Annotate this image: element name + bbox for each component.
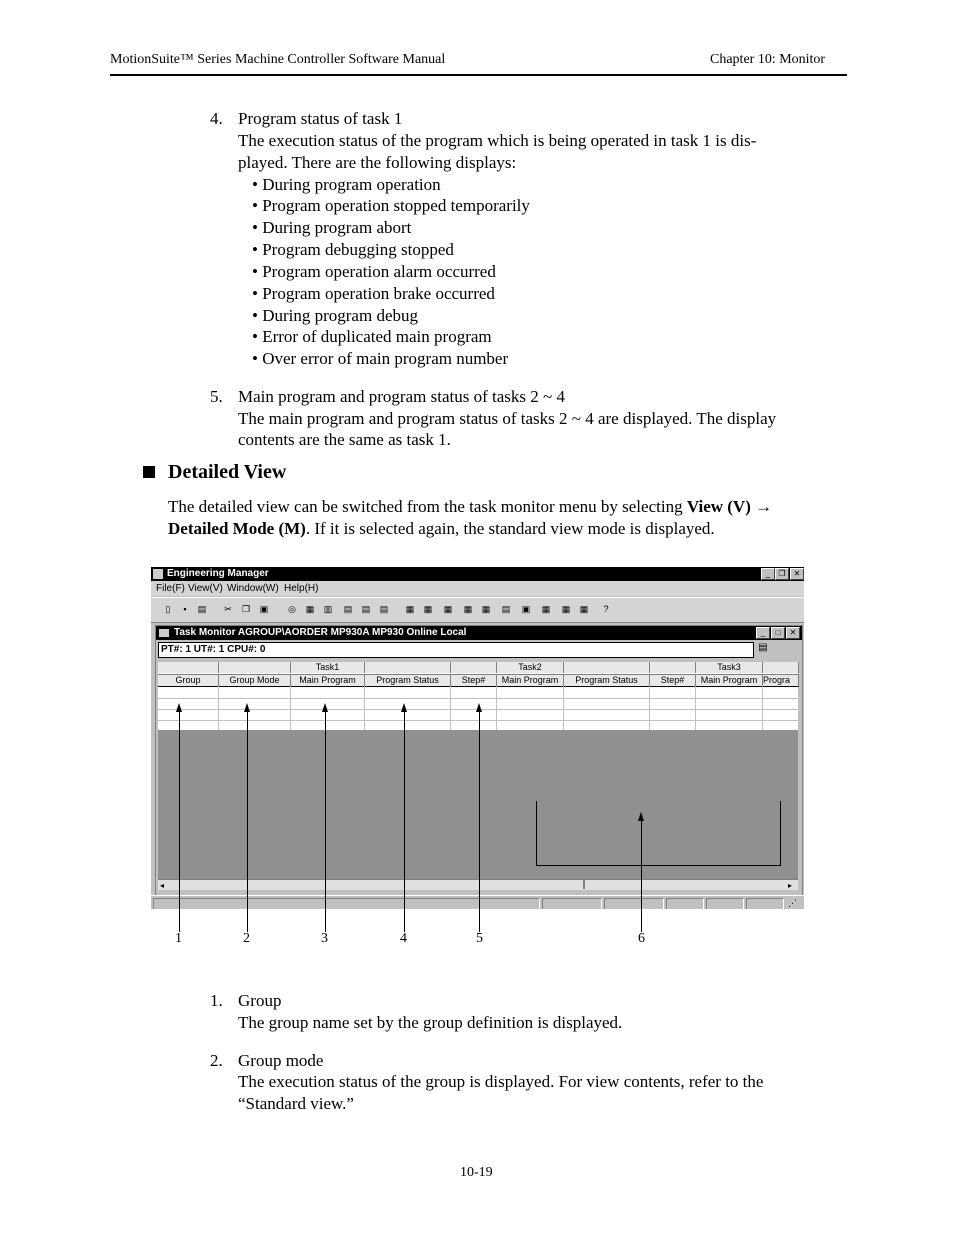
bullet-item: • Program operation stopped temporarily bbox=[252, 196, 530, 215]
callout-arrow-6 bbox=[641, 820, 642, 932]
menu-window[interactable]: Window(W) bbox=[227, 583, 279, 594]
task-monitor-titlebar bbox=[156, 626, 802, 640]
toolbar bbox=[151, 597, 804, 623]
item4-desc-line1: The execution status of the program which is being operated in task 1 is dis- bbox=[238, 131, 757, 150]
item4-desc-line2: played. There are the following displays: bbox=[238, 153, 517, 172]
tool-icon[interactable]: ▥ bbox=[323, 604, 333, 614]
trace-icon[interactable]: ▦ bbox=[443, 604, 453, 614]
bullet-item: • Program operation alarm occurred bbox=[252, 262, 496, 281]
arrowhead bbox=[638, 812, 644, 821]
column-header-step[interactable]: Step# bbox=[650, 674, 696, 687]
info-button-icon[interactable]: ▤ bbox=[758, 642, 768, 653]
menu-help[interactable]: Help(H) bbox=[284, 583, 319, 594]
bullet-item: • Over error of main program number bbox=[252, 349, 509, 368]
menubar bbox=[151, 581, 804, 596]
column-header-program-status[interactable]: Program Status bbox=[365, 674, 451, 687]
callout-arrow-2 bbox=[247, 710, 248, 932]
menu-file[interactable]: File(F) bbox=[156, 583, 185, 594]
window-icon bbox=[159, 629, 169, 637]
running-header-chapter: Chapter 10: Monitor bbox=[710, 52, 826, 67]
tool-e-icon[interactable]: ▦ bbox=[561, 604, 571, 614]
status-cell bbox=[604, 898, 664, 909]
grid-line bbox=[158, 720, 798, 721]
column-header-main-program[interactable]: Main Program bbox=[291, 674, 365, 687]
info-text: PT#: 1 UT#: 1 CPU#: 0 bbox=[161, 644, 266, 655]
scroll-left-icon[interactable]: ◂ bbox=[160, 881, 165, 890]
copy-icon[interactable]: ❐ bbox=[241, 604, 251, 614]
app-title: Engineering Manager bbox=[167, 568, 269, 579]
column-group-header bbox=[451, 662, 497, 673]
column-header-step[interactable]: Step# bbox=[451, 674, 497, 687]
bullet-item: • Program debugging stopped bbox=[252, 240, 454, 259]
text: . If it is selected again, the standard view mode is displayed. bbox=[305, 519, 715, 538]
arrowhead bbox=[322, 703, 328, 712]
callout-arrow-5 bbox=[479, 710, 480, 932]
app-titlebar bbox=[151, 567, 804, 581]
menu-reference: View (V) → bbox=[686, 497, 773, 516]
grid-line bbox=[496, 686, 497, 730]
close-icon[interactable]: ✕ bbox=[790, 568, 804, 580]
bullet-item: • During program debug bbox=[252, 306, 418, 325]
bullet-item: • During program abort bbox=[252, 218, 412, 237]
section-paragraph-line2 bbox=[168, 518, 715, 540]
status-cell bbox=[706, 898, 744, 909]
app-icon bbox=[153, 569, 163, 579]
bullet-item: • Error of duplicated main program bbox=[252, 327, 492, 346]
column-group-header bbox=[365, 662, 451, 673]
section-paragraph-line1 bbox=[168, 496, 772, 518]
grid-line bbox=[450, 686, 451, 730]
grid-line bbox=[563, 686, 564, 730]
page-number: 10-19 bbox=[460, 1165, 493, 1180]
status-cell bbox=[666, 898, 704, 909]
grid-line bbox=[649, 686, 650, 730]
list-icon[interactable]: ▤ bbox=[361, 604, 371, 614]
callout-label-2: 2 bbox=[243, 931, 250, 946]
list-item-number: 2. bbox=[210, 1051, 223, 1070]
task-monitor-title: Task Monitor AGROUP\AORDER MP930A MP930 Online Local bbox=[174, 627, 467, 638]
minimize-icon[interactable]: _ bbox=[756, 627, 770, 639]
monitor-icon[interactable]: ▦ bbox=[463, 604, 473, 614]
grid-line bbox=[218, 686, 219, 730]
resize-grip-icon[interactable]: ⋰ bbox=[788, 898, 797, 908]
column-header-program-status[interactable]: Program Status bbox=[564, 674, 650, 687]
item5-desc-line1: The main program and program status of tasks 2 ~ 4 are displayed. The display bbox=[238, 409, 777, 428]
column-header-program-status[interactable]: Progra bbox=[763, 674, 799, 687]
register-icon[interactable]: ▦ bbox=[423, 604, 433, 614]
grid-line bbox=[158, 698, 798, 699]
info-bar bbox=[158, 642, 754, 658]
callout-label-4: 4 bbox=[400, 931, 407, 946]
settings-icon[interactable]: ◎ bbox=[288, 604, 296, 614]
status-bar bbox=[151, 895, 804, 909]
list-item-desc: The group name set by the group definition is displayed. bbox=[238, 1013, 623, 1032]
bullet-item: • During program operation bbox=[252, 175, 441, 194]
callout-arrow-3 bbox=[325, 710, 326, 932]
horizontal-scrollbar[interactable] bbox=[158, 879, 798, 890]
menu-view[interactable]: View(V) bbox=[188, 583, 223, 594]
column-group-header bbox=[219, 662, 291, 673]
grid-line bbox=[290, 686, 291, 730]
task-header: Task2 bbox=[497, 662, 564, 673]
maximize-icon[interactable]: □ bbox=[771, 627, 785, 639]
callout-label-6: 6 bbox=[638, 931, 645, 946]
paste-icon[interactable]: ▣ bbox=[259, 604, 269, 614]
close-icon[interactable]: ✕ bbox=[786, 627, 800, 639]
scroll-right-icon[interactable]: ▸ bbox=[788, 881, 793, 890]
edit-icon[interactable]: ▦ bbox=[405, 604, 415, 614]
transfer-icon[interactable]: ▦ bbox=[305, 604, 315, 614]
restore-icon[interactable]: ❐ bbox=[775, 568, 789, 580]
list-item-desc: “Standard view.” bbox=[238, 1094, 354, 1113]
section-title: Detailed View bbox=[168, 461, 287, 483]
column-header-main-program[interactable]: Main Program bbox=[696, 674, 763, 687]
task-header: Task3 bbox=[696, 662, 763, 673]
column-group-header bbox=[763, 662, 799, 673]
item4-number: 4. bbox=[210, 109, 223, 128]
item4-title: Program status of task 1 bbox=[238, 109, 403, 128]
callout-bracket bbox=[536, 801, 781, 866]
list-item-title: Group mode bbox=[238, 1051, 324, 1070]
arrowhead bbox=[476, 703, 482, 712]
tool-c-icon[interactable]: ▣ bbox=[521, 604, 531, 614]
help-icon[interactable]: ? bbox=[603, 604, 609, 614]
column-header-group[interactable]: Group bbox=[158, 674, 219, 687]
tool-b-icon[interactable]: ▤ bbox=[501, 604, 511, 614]
arrowhead bbox=[401, 703, 407, 712]
section-bullet-square bbox=[143, 466, 155, 478]
callout-arrow-1 bbox=[179, 710, 180, 932]
tool-d-icon[interactable]: ▦ bbox=[541, 604, 551, 614]
engineering-manager-screenshot bbox=[151, 567, 804, 909]
list-item-desc: The execution status of the group is displayed. For view contents, refer to the bbox=[238, 1072, 764, 1091]
callout-label-3: 3 bbox=[321, 931, 328, 946]
cut-icon[interactable]: ✂ bbox=[224, 604, 232, 614]
cross-ref-icon[interactable]: ▤ bbox=[343, 604, 353, 614]
bullet-item: • Program operation brake occurred bbox=[252, 284, 495, 303]
item5-number: 5. bbox=[210, 387, 223, 406]
task-header: Task1 bbox=[291, 662, 365, 673]
status-cell bbox=[153, 898, 540, 909]
tool-f-icon[interactable]: ▦ bbox=[579, 604, 589, 614]
column-header-group-mode[interactable]: Group Mode bbox=[219, 674, 291, 687]
grid-line bbox=[762, 686, 763, 730]
check-icon[interactable]: ▤ bbox=[379, 604, 389, 614]
column-group-header bbox=[564, 662, 650, 673]
tool-a-icon[interactable]: ▦ bbox=[481, 604, 491, 614]
print-icon[interactable]: ▤ bbox=[197, 604, 207, 614]
grid-line bbox=[364, 686, 365, 730]
column-header-main-program[interactable]: Main Program bbox=[497, 674, 564, 687]
menu-reference: Detailed Mode (M) bbox=[168, 519, 306, 538]
status-cell bbox=[542, 898, 602, 909]
running-header-title: MotionSuite™ Series Machine Controller Software Manual bbox=[110, 52, 446, 67]
callout-label-1: 1 bbox=[175, 931, 182, 946]
grid-line bbox=[695, 686, 696, 730]
item5-title: Main program and program status of tasks 2 ~ 4 bbox=[238, 387, 565, 406]
header-rule bbox=[110, 74, 847, 76]
arrowhead bbox=[176, 703, 182, 712]
text: The detailed view can be switched from the task monitor menu by selecting bbox=[168, 497, 687, 516]
status-cell bbox=[746, 898, 784, 909]
new-file-icon[interactable]: ▯ bbox=[165, 604, 171, 614]
save-icon[interactable]: ▪ bbox=[183, 604, 187, 614]
scroll-thumb[interactable] bbox=[583, 880, 585, 889]
list-item-number: 1. bbox=[210, 991, 223, 1010]
column-group-header bbox=[158, 662, 219, 673]
column-group-header bbox=[650, 662, 696, 673]
callout-label-5: 5 bbox=[476, 931, 483, 946]
list-item-title: Group bbox=[238, 991, 282, 1010]
minimize-icon[interactable]: _ bbox=[761, 568, 775, 580]
callout-arrow-4 bbox=[404, 710, 405, 932]
item5-desc-line2: contents are the same as task 1. bbox=[238, 430, 451, 449]
arrowhead bbox=[244, 703, 250, 712]
